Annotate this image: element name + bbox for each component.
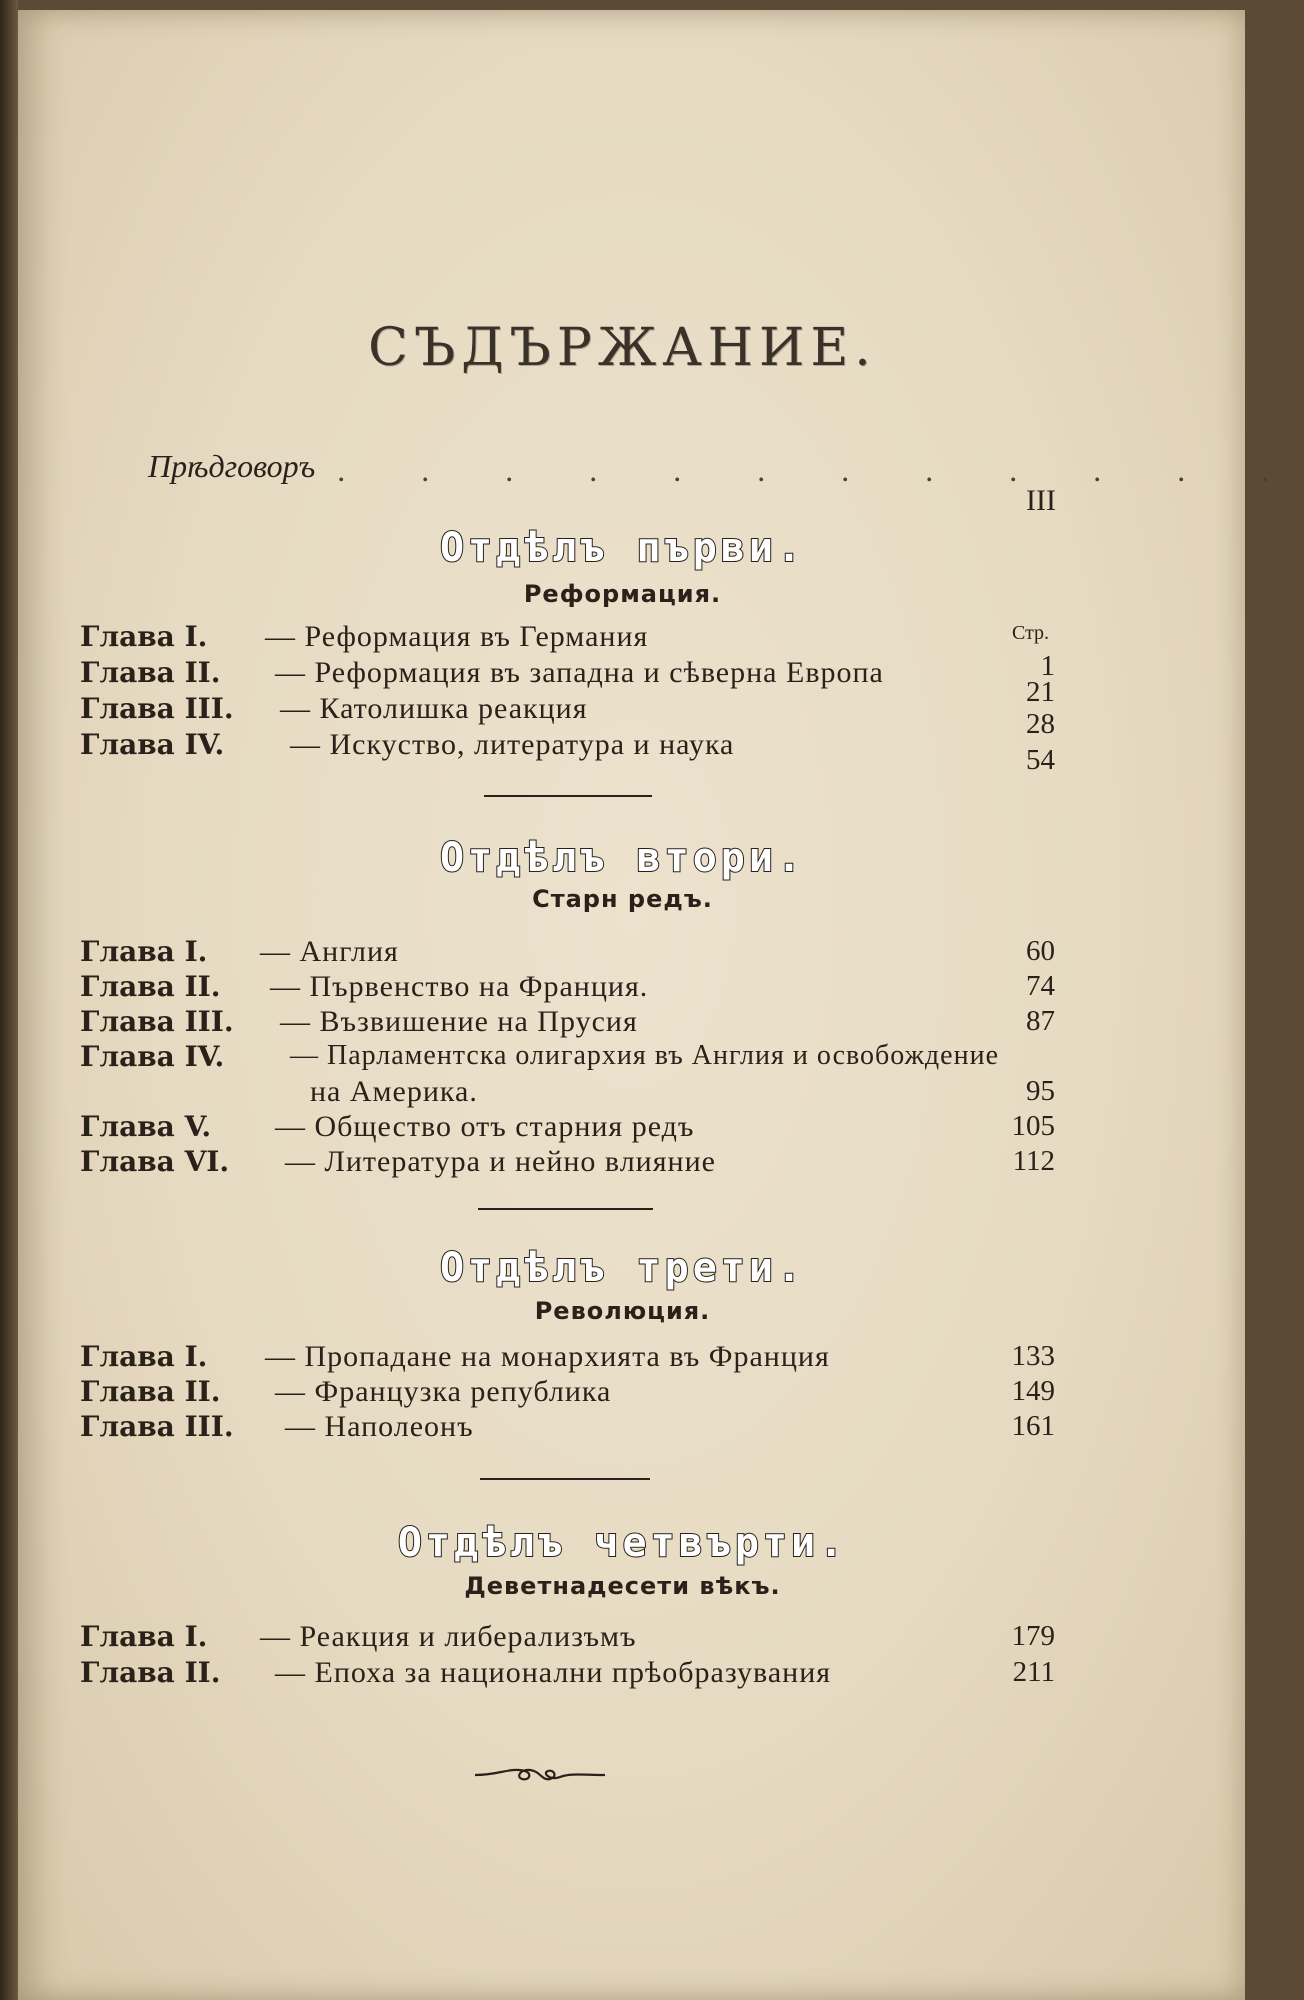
chapter-number: Глава III. [80, 1410, 234, 1443]
chapter-number: Глава III. [80, 1005, 234, 1038]
toc-entry[interactable] [80, 1110, 1055, 1146]
page-title: СЪДЪРЖАНИЕ. [368, 318, 877, 378]
toc-entry[interactable] [80, 1040, 1055, 1110]
toc-entry[interactable] [80, 1340, 1055, 1376]
chapter-page: 74 [1026, 970, 1055, 1002]
chapter-page: 211 [1012, 1656, 1055, 1688]
section-3-subtitle: Революция. [534, 1297, 711, 1325]
toc-entry[interactable] [80, 1005, 1055, 1041]
chapter-page: 133 [1011, 1340, 1055, 1372]
page-column-label: Стр. [1012, 622, 1050, 644]
chapter-title: — Реформация въ западна и сѣверна Европа [275, 656, 884, 689]
chapter-number: Глава IV. [80, 728, 225, 761]
chapter-title: — Наполеонъ [285, 1410, 474, 1443]
chapter-title: — Епоха за национални прѣобразувания [275, 1656, 832, 1689]
preface-label: Прѣдговоръ [148, 448, 316, 484]
ornament-flourish-icon [470, 1755, 610, 1795]
chapter-page: 87 [1026, 1005, 1055, 1037]
chapter-page: 60 [1026, 935, 1055, 967]
chapter-title: — Искуство, литература и наука [290, 728, 735, 761]
chapter-title: — Католишка реакция [280, 692, 588, 725]
chapter-page: 112 [1012, 1145, 1055, 1177]
chapter-title: — Французка република [275, 1375, 612, 1408]
chapter-title: — Литература и нейно влияние [285, 1145, 716, 1178]
chapter-page: 105 [1011, 1110, 1055, 1142]
section-4-subtitle: Деветнадесети вѣкъ. [464, 1572, 781, 1600]
section-3-title: Отдѣлъ трети. [439, 1245, 806, 1291]
section-2-subtitle: Старн редъ. [532, 885, 713, 913]
chapter-number: Глава VI. [80, 1145, 230, 1178]
section-1-title: Отдѣлъ първи. [439, 525, 806, 571]
chapter-title: — Реакция и либерализъмъ [260, 1620, 637, 1653]
chapter-number: Глава II. [80, 656, 221, 689]
preface-leader-dots: . . . . . . . . . . . . [338, 452, 1304, 488]
toc-entry[interactable] [80, 1375, 1055, 1411]
toc-entry[interactable] [80, 1620, 1055, 1656]
section-divider [478, 1208, 653, 1210]
chapter-number: Глава II. [80, 1375, 221, 1408]
chapter-number: Глава I. [80, 620, 208, 653]
chapter-title-continued: на Америка. [310, 1075, 478, 1108]
toc-entry[interactable] [80, 728, 1055, 776]
section-1-subtitle: Реформация. [523, 580, 722, 608]
section-4-title: Отдѣлъ четвърти. [397, 1520, 848, 1566]
toc-entry[interactable] [80, 1145, 1055, 1181]
chapter-page: 54 [1026, 744, 1055, 776]
chapter-title: — Общество отъ старния редъ [275, 1110, 695, 1143]
toc-entry[interactable] [80, 1656, 1055, 1692]
chapter-title: — Първенство на Франция. [270, 970, 649, 1003]
chapter-number: Глава I. [80, 1340, 208, 1373]
chapter-title: — Парламентска олигархия въ Англия и освобождение [290, 1040, 999, 1071]
chapter-number: Глава IV. [80, 1040, 225, 1073]
toc-entry[interactable] [80, 970, 1055, 1006]
book-spine [0, 0, 18, 2000]
chapter-title: — Пропадане на монархията въ Франция [265, 1340, 830, 1373]
chapter-title: — Възвишение на Прусия [280, 1005, 638, 1038]
chapter-number: Глава I. [80, 935, 208, 968]
chapter-page: 161 [1011, 1410, 1055, 1442]
chapter-number: Глава II. [80, 970, 221, 1003]
chapter-number: Глава V. [80, 1110, 212, 1143]
chapter-title: — Реформация въ Германия [265, 620, 649, 653]
toc-entry[interactable] [80, 692, 1055, 740]
toc-entry[interactable] [80, 935, 1055, 971]
chapter-number: Глава III. [80, 692, 234, 725]
section-2-title: Отдѣлъ втори. [439, 835, 806, 881]
toc-entry[interactable] [80, 1410, 1055, 1446]
section-divider [480, 1478, 650, 1480]
chapter-page: 179 [1011, 1620, 1055, 1652]
preface-entry[interactable] [148, 448, 1304, 517]
chapter-number: Глава I. [80, 1620, 208, 1653]
chapter-page: 95 [1026, 1075, 1055, 1107]
chapter-page: 21 [1026, 676, 1055, 708]
preface-page-number: III [1026, 484, 1056, 517]
chapter-number: Глава II. [80, 1656, 221, 1689]
section-divider [484, 795, 652, 797]
chapter-page: 28 [1026, 708, 1055, 740]
chapter-page: 149 [1011, 1375, 1055, 1407]
chapter-page: 1 [1040, 650, 1055, 682]
chapter-title: — Англия [260, 935, 399, 968]
toc-entry[interactable] [80, 656, 1055, 708]
